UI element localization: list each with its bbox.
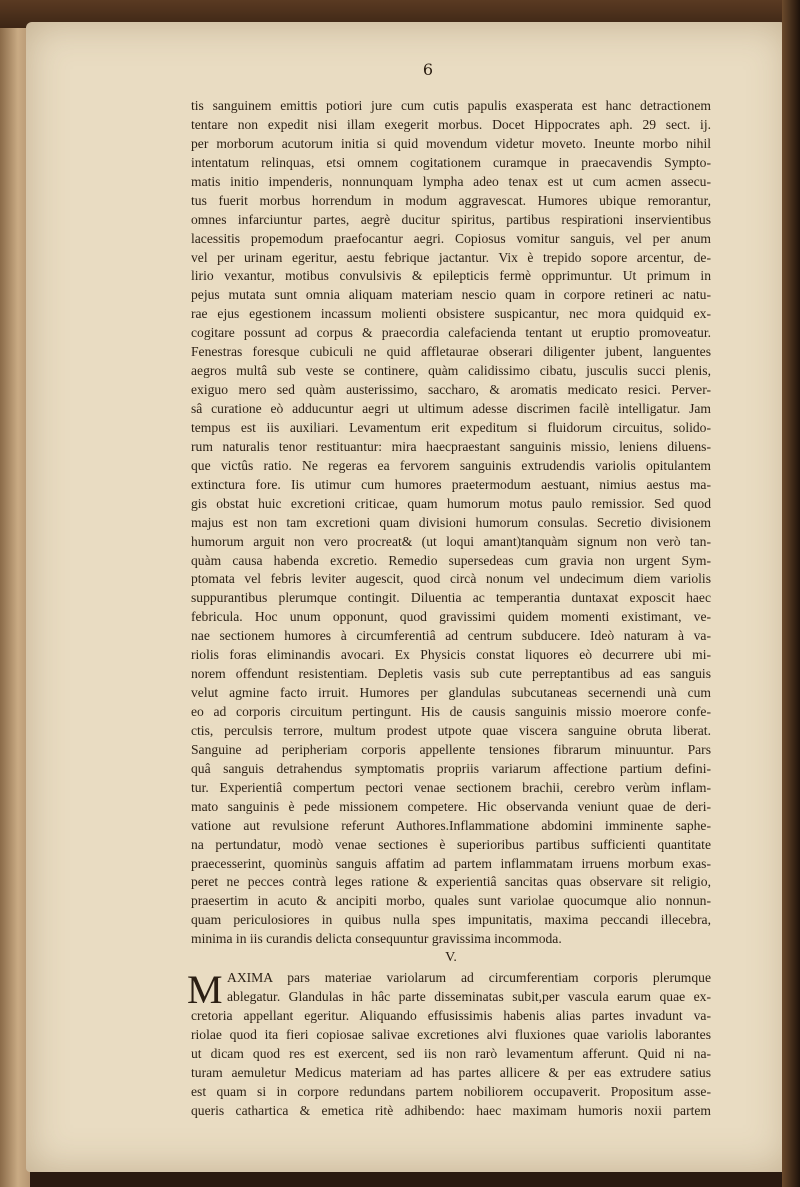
text-line: tur. Experientiâ compertum pectori venae sectionem brachii, cerebro verùm inflam- [191, 779, 711, 795]
text-line: AXIMA pars materiae variolarum ad circumferentiam corporis plerumque [227, 970, 711, 986]
section-heading: V. [445, 950, 457, 966]
text-line: sâ curatione eò adducuntur aegri ut ultimum adesse discrimen facilè intelligatur. Jam [191, 401, 711, 416]
text-line: vel per urinam egeritur, aestu febrique jactantur. Vix è trepido sopore arcentur, de- [191, 249, 711, 265]
text-line: cretoria appellant egeritur. Aliquando effusissimis habenis alias partes invadunt va- [191, 1008, 711, 1024]
text-line: majus est non tam excretioni quam divisioni humorum consulas. Secretio divisionem [191, 514, 711, 530]
text-line: peret ne pecces contrà leges ratione & experientiâ sancitas quas observare sit religio, [191, 874, 711, 890]
text-line: praesertim in acuto & ancipiti morbo, quales sunt variolae quocumque alio nonnun- [191, 893, 711, 909]
text-line: quàm causa habenda excretio. Remedio supersedeas cum gravia non urgent Sym- [191, 552, 711, 568]
text-line: tus fuerit morbus horrendum in modum aggravescat. Humores ubique remorantur, [191, 192, 711, 208]
text-line: eo ad corporis circuitum pertingunt. His de causis sanguinis missio moerore confe- [191, 704, 711, 719]
drop-cap: M [187, 967, 223, 1013]
text-line: norem offendunt resistentiam. Depletis vasis sub cute perreptantibus ad eas sanguis [191, 666, 711, 682]
text-line: minima in iis curandis delicta consequuntur gravissima incommoda. [191, 931, 562, 947]
text-line: na pertundatur, modò venae sectiones è superioribus partibus sufficienti quantitate [191, 836, 711, 852]
text-line: est quam si in corpore redundans partem nobiliorem occupaverit. Propositum asse- [191, 1083, 711, 1099]
text-line: per morborum acutorum initia si quid movendum videtur moveto. Ineunte morbo nihil [191, 135, 711, 151]
text-line: lirio vexantur, motibus convulsivis & epilepticis fermè opprimuntur. Ut primum in [191, 268, 711, 284]
page-number: 6 [422, 60, 434, 79]
text-line: riolis foras eliminandis avocari. Ex Physicis constat liquores eò decurrere ubi mi- [191, 647, 711, 663]
text-line: aegros multâ sub veste se continere, quàm calidissimo cibatu, jusculis succi plenis, [191, 363, 711, 379]
text-line: queris cathartica & emetica ritè adhibendo: haec maximam humoris noxii partem [191, 1102, 711, 1118]
text-line: tempus est iis auxiliari. Levamentum erit expeditum si fluidorum circuitus, solido- [191, 419, 711, 435]
text-line: vatione aut revulsione referunt Authores.Inflammatione abdomini imminente saphe- [191, 817, 711, 833]
text-line: gis obstat huic excretioni criticae, quam humorum motus paulo remissior. Sed quod [191, 495, 711, 511]
text-line: febricula. Hoc unum opponunt, quod gravissimi quidem momenti existimant, ve- [191, 609, 711, 625]
text-line: intentatum relinquas, etsi omnem cogitationem curamque in praecavendis Sympto- [191, 154, 711, 170]
text-line: rum naturalis tenor restituantur: mira haecpraestant sanguinis missio, leniens diluens- [191, 438, 711, 454]
page-text-block [187, 97, 711, 1121]
text-line: que victûs ratio. Ne regeras ea fervorem sanguinis extrudendis variolis opitulantem [191, 457, 711, 473]
text-line: tentare non expedit nisi illam exegerit morbus. Docet Hippocrates aph. 29 sect. ij. [191, 116, 711, 132]
text-line: pejus mutata sunt omnia aliquam materiam nescio quam in corpore retineri ac natu- [191, 287, 711, 303]
text-line: nae sectionem humores à circumferentiâ ad centrum subducere. Ideò naturam à va- [191, 628, 711, 644]
text-line: velut agmine facto irruit. Humores per glandulas subcutaneas secernendi unà cum [191, 685, 711, 701]
text-line: ctis, perculsis terrore, multum prodest utpote quae viscera sanguine obruta liberat. [191, 722, 711, 738]
text-line: mato sanguinis è pede missionem competere. Hic observanda veniunt quae de deri- [191, 798, 711, 814]
text-line: omnes infarciuntur partes, aegrè ducitur spiritus, partibus respirationi inservientibus [191, 211, 711, 227]
text-line: matis initio impenderis, nonnunquam lympha adeo tenax est ut cum acmen assecu- [191, 173, 711, 189]
text-line: exiguo mero sed quàm austerissimo, saccharo, & aromatis medicato resici. Perver- [191, 382, 711, 398]
text-line: quâ sanguis detrahendus symptomatis propriis variarum affectione partium defini- [191, 760, 711, 776]
text-line: cogitare possunt ad corpus & praecordia calefacienda tentant ut eruptio promoveatur. [191, 325, 711, 341]
paragraph-section-v [187, 967, 711, 1121]
text-line: Fenestras foresque cubiculi ne quid affletaurae obserari diligenter jubent, languentes [191, 344, 711, 360]
text-line: extinctura fore. Iis utimur cum humores praetermodum aestuant, nimius aestus ma- [191, 476, 711, 492]
paragraph-main [191, 97, 711, 949]
text-line: rae ejus egestionem incassum molienti obsistere suspicantur, nec mora quidquid ex- [191, 306, 711, 322]
book-gutter-right [782, 0, 800, 1187]
text-line: praecesserint, quominùs sanguis affatim ad partem inflammatam irruens morbum exas- [191, 855, 711, 871]
text-line: ptomata vel febris leviter augescit, quod circà nonum vel undecimum diem variolis [191, 571, 711, 587]
text-line: turam aemuletur Medicus materiam ad has partes allicere & per eas extrudere satius [191, 1064, 711, 1080]
text-line: riolae quod ita fieri copiosae salivae excretiones alvi fluxiones quae variolis laborantes [191, 1027, 711, 1042]
text-line: suppurantibus plerumque contingit. Diluentia ac temperantia duntaxat exposcit haec [191, 590, 711, 606]
text-line: ut dicam quod res est exercent, sed iis non rarò levamentum afferunt. Quid ni na- [191, 1045, 711, 1061]
text-line: ablegatur. Glandulas in hâc parte disseminatas subit,per vascula earum quae ex- [227, 989, 711, 1005]
text-line: tis sanguinem emittis potiori jure cum cutis papulis exasperata est hanc detractionem [191, 98, 711, 113]
text-line: lacessitis propemodum praefocantur aegri. Copiosus vomitur sanguis, vel per anum [191, 230, 711, 246]
text-line: quam periculosiores in quibus nulla spes impunitatis, maxima peccandi illecebra, [191, 912, 711, 928]
text-line: Sanguine ad peripheriam corporis appellente tensiones fibrarum minuuntur. Pars [191, 741, 711, 757]
text-line: humorum arguit non vero procreat& (ut loqui amant)tanquàm signum non verò tan- [191, 533, 711, 549]
